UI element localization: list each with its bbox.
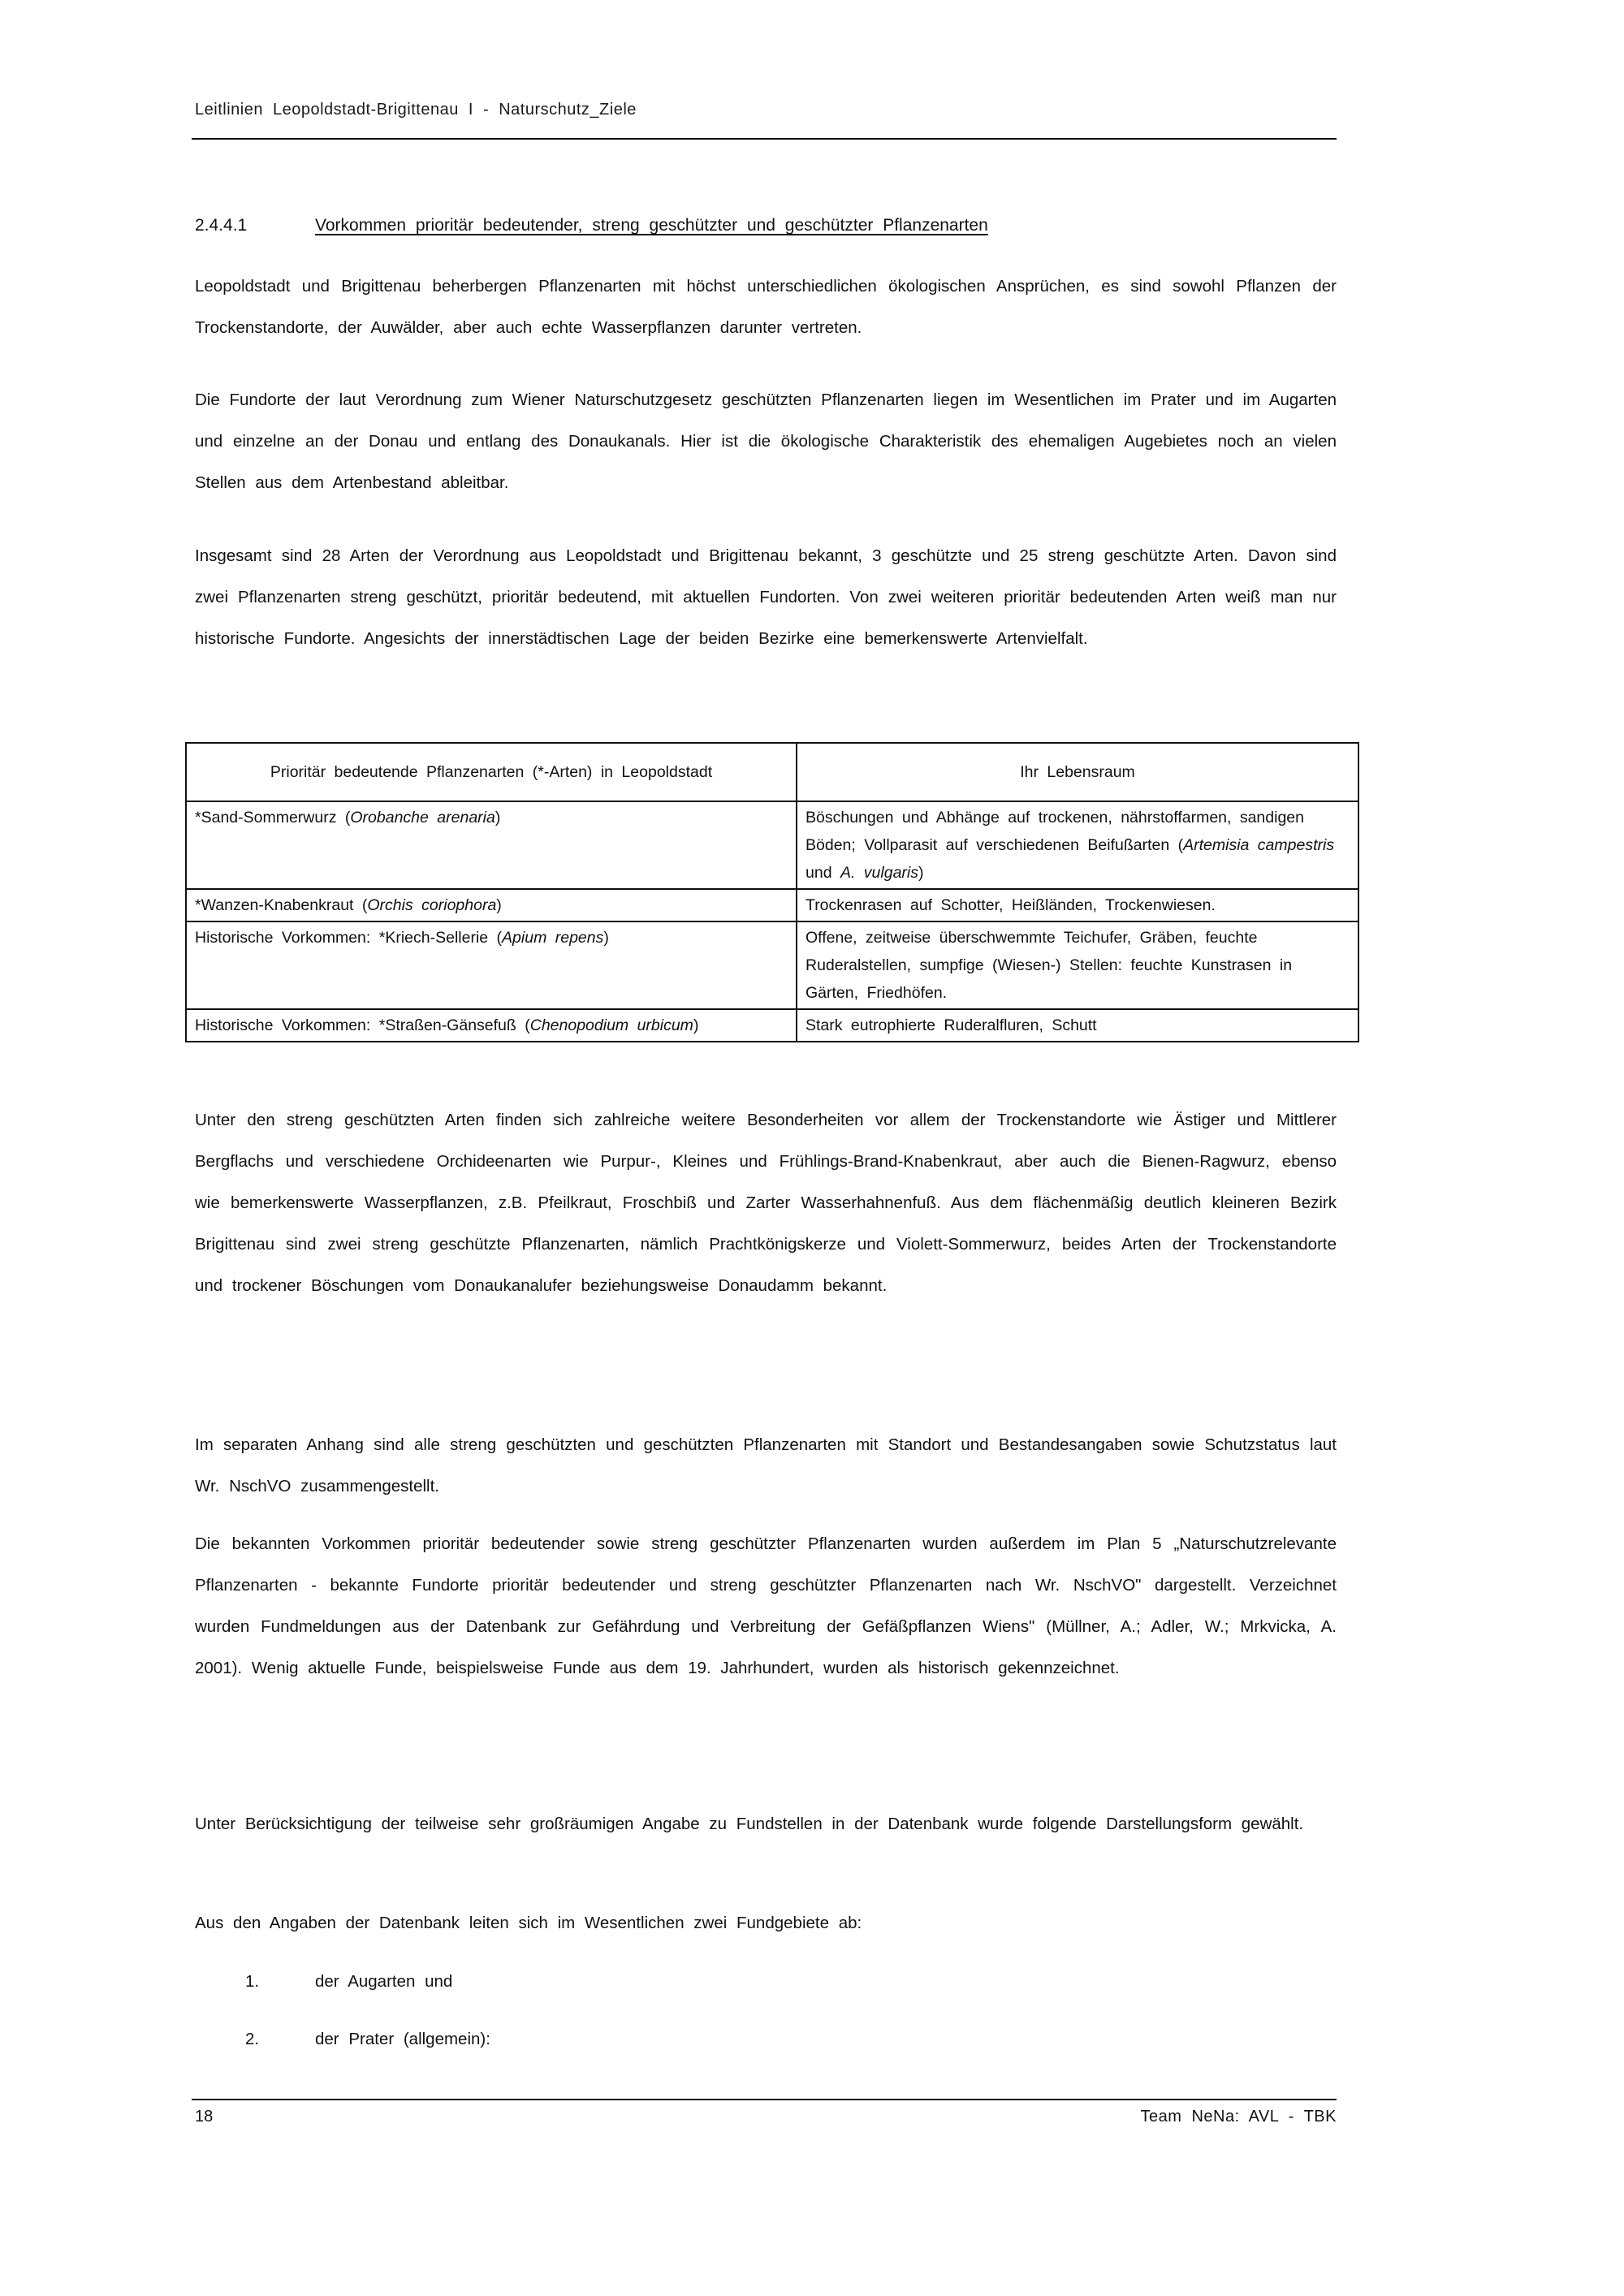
section-number: 2.4.4.1 <box>195 216 248 235</box>
list-text: der Prater (allgemein): <box>315 2030 490 2048</box>
list-number: 1. <box>245 1972 260 1991</box>
table-header-row <box>186 743 1358 801</box>
header-rule <box>192 138 1337 140</box>
list-text: der Augarten und <box>315 1972 453 1991</box>
table-row <box>186 1009 1358 1042</box>
habitat-cell: Stark eutrophierte Ruderalfluren, Schutt <box>797 1009 1358 1042</box>
paragraph-besonderheiten: Unter den streng geschützten Arten finden sich zahlreiche weitere Besonderheiten vor allem der Trockenstandorte wie Ästiger und Mittlerer Bergflachs und verschiedene Orchideenarten wie Purpur-, Kleines und Frühlings-Brand-Knabenkraut, aber auch die Bienen-Ragwurz, ebenso wie bemerkenswerte Wasserpflanzen, z.B. Pfeilkraut, Froschbiß und Zarter Wasserhahnenfuß. Aus dem flächenmäßig deutlich kleineren Bezirk Brigittenau sind zwei streng geschützte Pflanzenarten, nämlich Prachtkönigskerze und Violett-Sommerwurz, beides Arten der Trockenstandorte und trockener Böschungen vom Donaukanalufer beziehungsweise Donaudamm bekannt. <box>195 1111 1337 1295</box>
table-row <box>186 889 1358 921</box>
species-cell: Historische Vorkommen: *Straßen-Gänsefuß (Chenopodium urbicum) <box>186 1009 797 1042</box>
footer-rule <box>192 2099 1337 2100</box>
table-row <box>186 801 1358 889</box>
paragraph-fundgebiete: Aus den Angaben der Datenbank leiten sich im Wesentlichen zwei Fundgebiete ab: <box>195 1914 862 1932</box>
paragraph-anhang: Im separaten Anhang sind alle streng geschützten und geschützten Pflanzenarten mit Standort und Bestandesangaben sowie Schutzstatus laut Wr. NschVO zusammengestellt. <box>195 1435 1337 1495</box>
running-header: Leitlinien Leopoldstadt-Brigittenau I - Naturschutz_Ziele <box>195 101 637 119</box>
table-header-habitat: Ihr Lebensraum <box>797 743 1358 801</box>
species-cell: Historische Vorkommen: *Kriech-Sellerie (Apium repens) <box>186 921 797 1009</box>
table-row <box>186 921 1358 1009</box>
section-heading <box>195 216 988 235</box>
paragraph-intro: Leopoldstadt und Brigittenau beherbergen Pflanzenarten mit höchst unterschiedlichen ökologischen Ansprüchen, es sind sowohl Pflanzen der Trockenstandorte, der Auwälder, aber auch echte Wasserpflanzen darunter vertreten. <box>195 277 1337 337</box>
paragraph-artenzahl: Insgesamt sind 28 Arten der Verordnung aus Leopoldstadt und Brigittenau bekannt, 3 geschützte und 25 streng geschützte Arten. Davon sind zwei Pflanzenarten streng geschützt, prioritär bedeutend, mit aktuellen Fundorten. Von zwei weiteren prioritär bedeutenden Arten weiß man nur historische Fundorte. Angesichts der innerstädtischen Lage der beiden Bezirke eine bemerkenswerte Artenvielfalt. <box>195 546 1337 648</box>
section-title: Vorkommen prioritär bedeutender, streng geschützter und geschützter Pflanzenarten <box>315 216 988 235</box>
list-item <box>245 2030 490 2049</box>
paragraph-fundorte: Die Fundorte der laut Verordnung zum Wiener Naturschutzgesetz geschützten Pflanzenarten liegen im Wesentlichen im Prater und im Augarten und einzelne an der Donau und entlang des Donaukanals. Hier ist die ökologische Charakteristik des ehemaligen Augebietes noch an vielen Stellen aus dem Artenbestand ableitbar. <box>195 391 1337 492</box>
list-item <box>245 1972 452 1992</box>
paragraph-plan: Die bekannten Vorkommen prioritär bedeutender sowie streng geschützter Pflanzenarten wurden außerdem im Plan 5 „Naturschutzrelevante Pflanzenarten - bekannte Fundorte prioritär bedeutender und streng geschützter Pflanzenarten nach Wr. NschVO" dargestellt. Verzeichnet wurden Fundmeldungen aus der Datenbank zur Gefährdung und Verbreitung der Gefäßpflanzen Wiens" (Müllner, A.; Adler, W.; Mrkvicka, A. 2001). Wenig aktuelle Funde, beispielsweise Funde aus dem 19. Jahrhundert, wurden als historisch gekennzeichnet. <box>195 1534 1337 1677</box>
list-number: 2. <box>245 2030 260 2048</box>
table-header-species: Prioritär bedeutende Pflanzenarten (*-Arten) in Leopoldstadt <box>186 743 797 801</box>
species-cell: *Wanzen-Knabenkraut (Orchis coriophora) <box>186 889 797 921</box>
habitat-cell: Offene, zeitweise überschwemmte Teichufer, Gräben, feuchte Ruderalstellen, sumpfige (Wiesen-) Stellen: feuchte Kunstrasen in Gärten, Friedhöfen. <box>797 921 1358 1009</box>
species-cell: *Sand-Sommerwurz (Orobanche arenaria) <box>186 801 797 889</box>
page-number: 18 <box>195 2108 214 2126</box>
species-table <box>185 742 1359 1042</box>
paragraph-darstellungsform: Unter Berücksichtigung der teilweise sehr großräumigen Angabe zu Fundstellen in der Datenbank wurde folgende Darstellungsform gewählt. <box>195 1815 1304 1833</box>
footer-team: Team NeNa: AVL - TBK <box>1140 2108 1337 2126</box>
habitat-cell: Trockenrasen auf Schotter, Heißländen, Trockenwiesen. <box>797 889 1358 921</box>
habitat-cell: Böschungen und Abhänge auf trockenen, nährstoffarmen, sandigen Böden; Vollparasit auf verschiedenen Beifußarten (Artemisia campestris und A. vulgaris) <box>797 801 1358 889</box>
